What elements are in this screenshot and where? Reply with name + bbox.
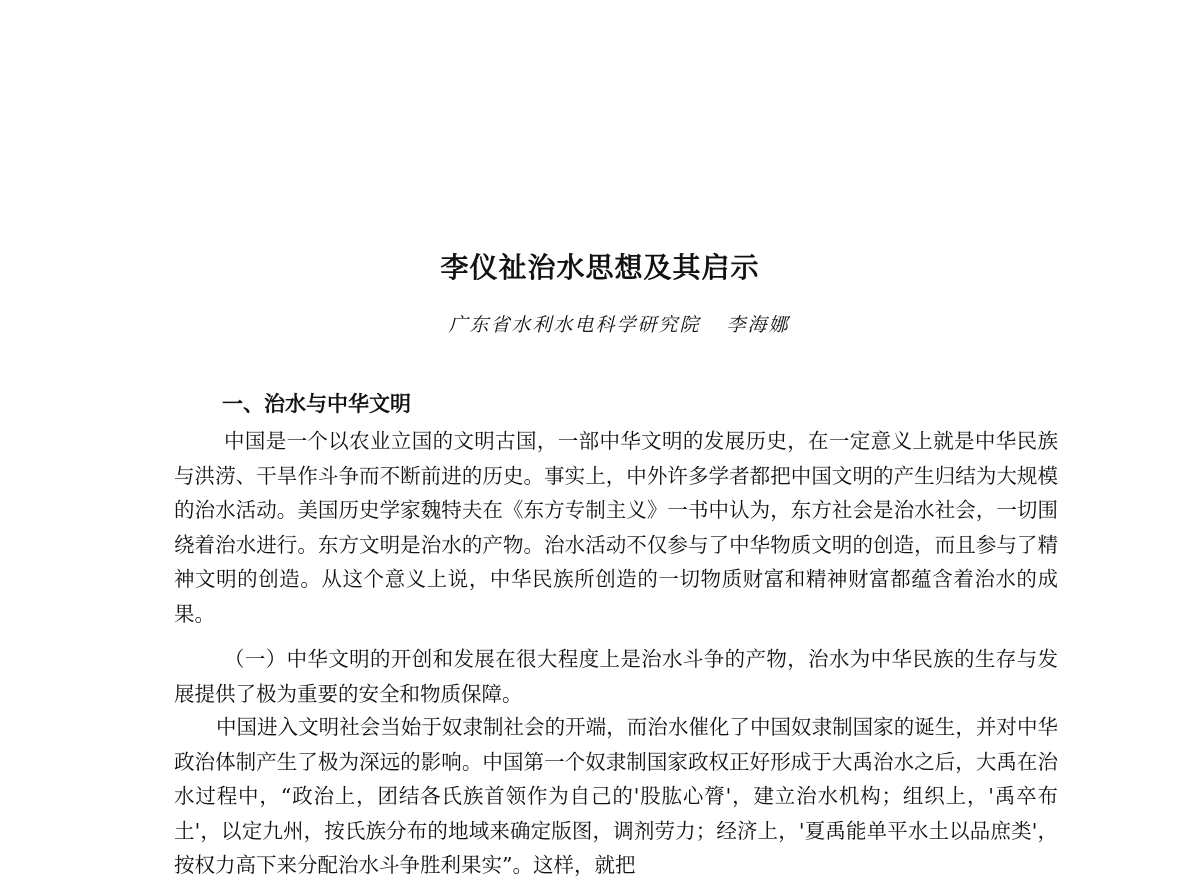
institution-name: 广东省水利水电科学研究院 [448, 314, 701, 336]
paragraph-1: 中国是一个以农业立国的文明古国，一部中华文明的发展历史，在一定意义上就是中华民族与洪涝、干旱作斗争而不断前进的历史。事实上，中外许多学者都把中国文明的产生归结为大规模的治水活动。美国历史学家魏特夫在《东方专制主义》一书中认为，东方社会是治水社会，一切围绕着治水进行。东方文明是治水的产物。治水活动不仅参与了中华物质文明的创造，而且参与了精神文明的创造。从这个意义上说，中华民族所创造的一切物质财富和精神财富都蕴含着治水的成果。 [174, 429, 1058, 626]
paragraph-3: 中国进入文明社会当始于奴隶制社会的开端，而治水催化了中国奴隶制国家的诞生，并对中华政治体制产生了极为深远的影响。中国第一个奴隶制国家政权正好形成于大禹治水之后，大禹在治水过程中，“政治上，团结各氏族首领作为自己的'股肱心膂'，建立治水机构；组织上，'禹卒布土'，以定九州，按氏族分布的地域来确定版图，调剂劳力；经济上，'夏禹能单平水土以品庶类'，按权力高下来分配治水斗争胜利果实”。这样，就把 [174, 715, 1058, 877]
article-title: 李仪祉治水思想及其启示 [440, 251, 760, 284]
paragraph-2: （一）中华文明的开创和发展在很大程度上是治水斗争的产物，治水为中华民族的生存与发展提供了极为重要的安全和物质保障。 [174, 647, 1058, 706]
author-affiliation [0, 310, 1200, 337]
section-heading: 一、治水与中华文明 [222, 392, 411, 416]
author-name: 李海娜 [726, 314, 790, 336]
